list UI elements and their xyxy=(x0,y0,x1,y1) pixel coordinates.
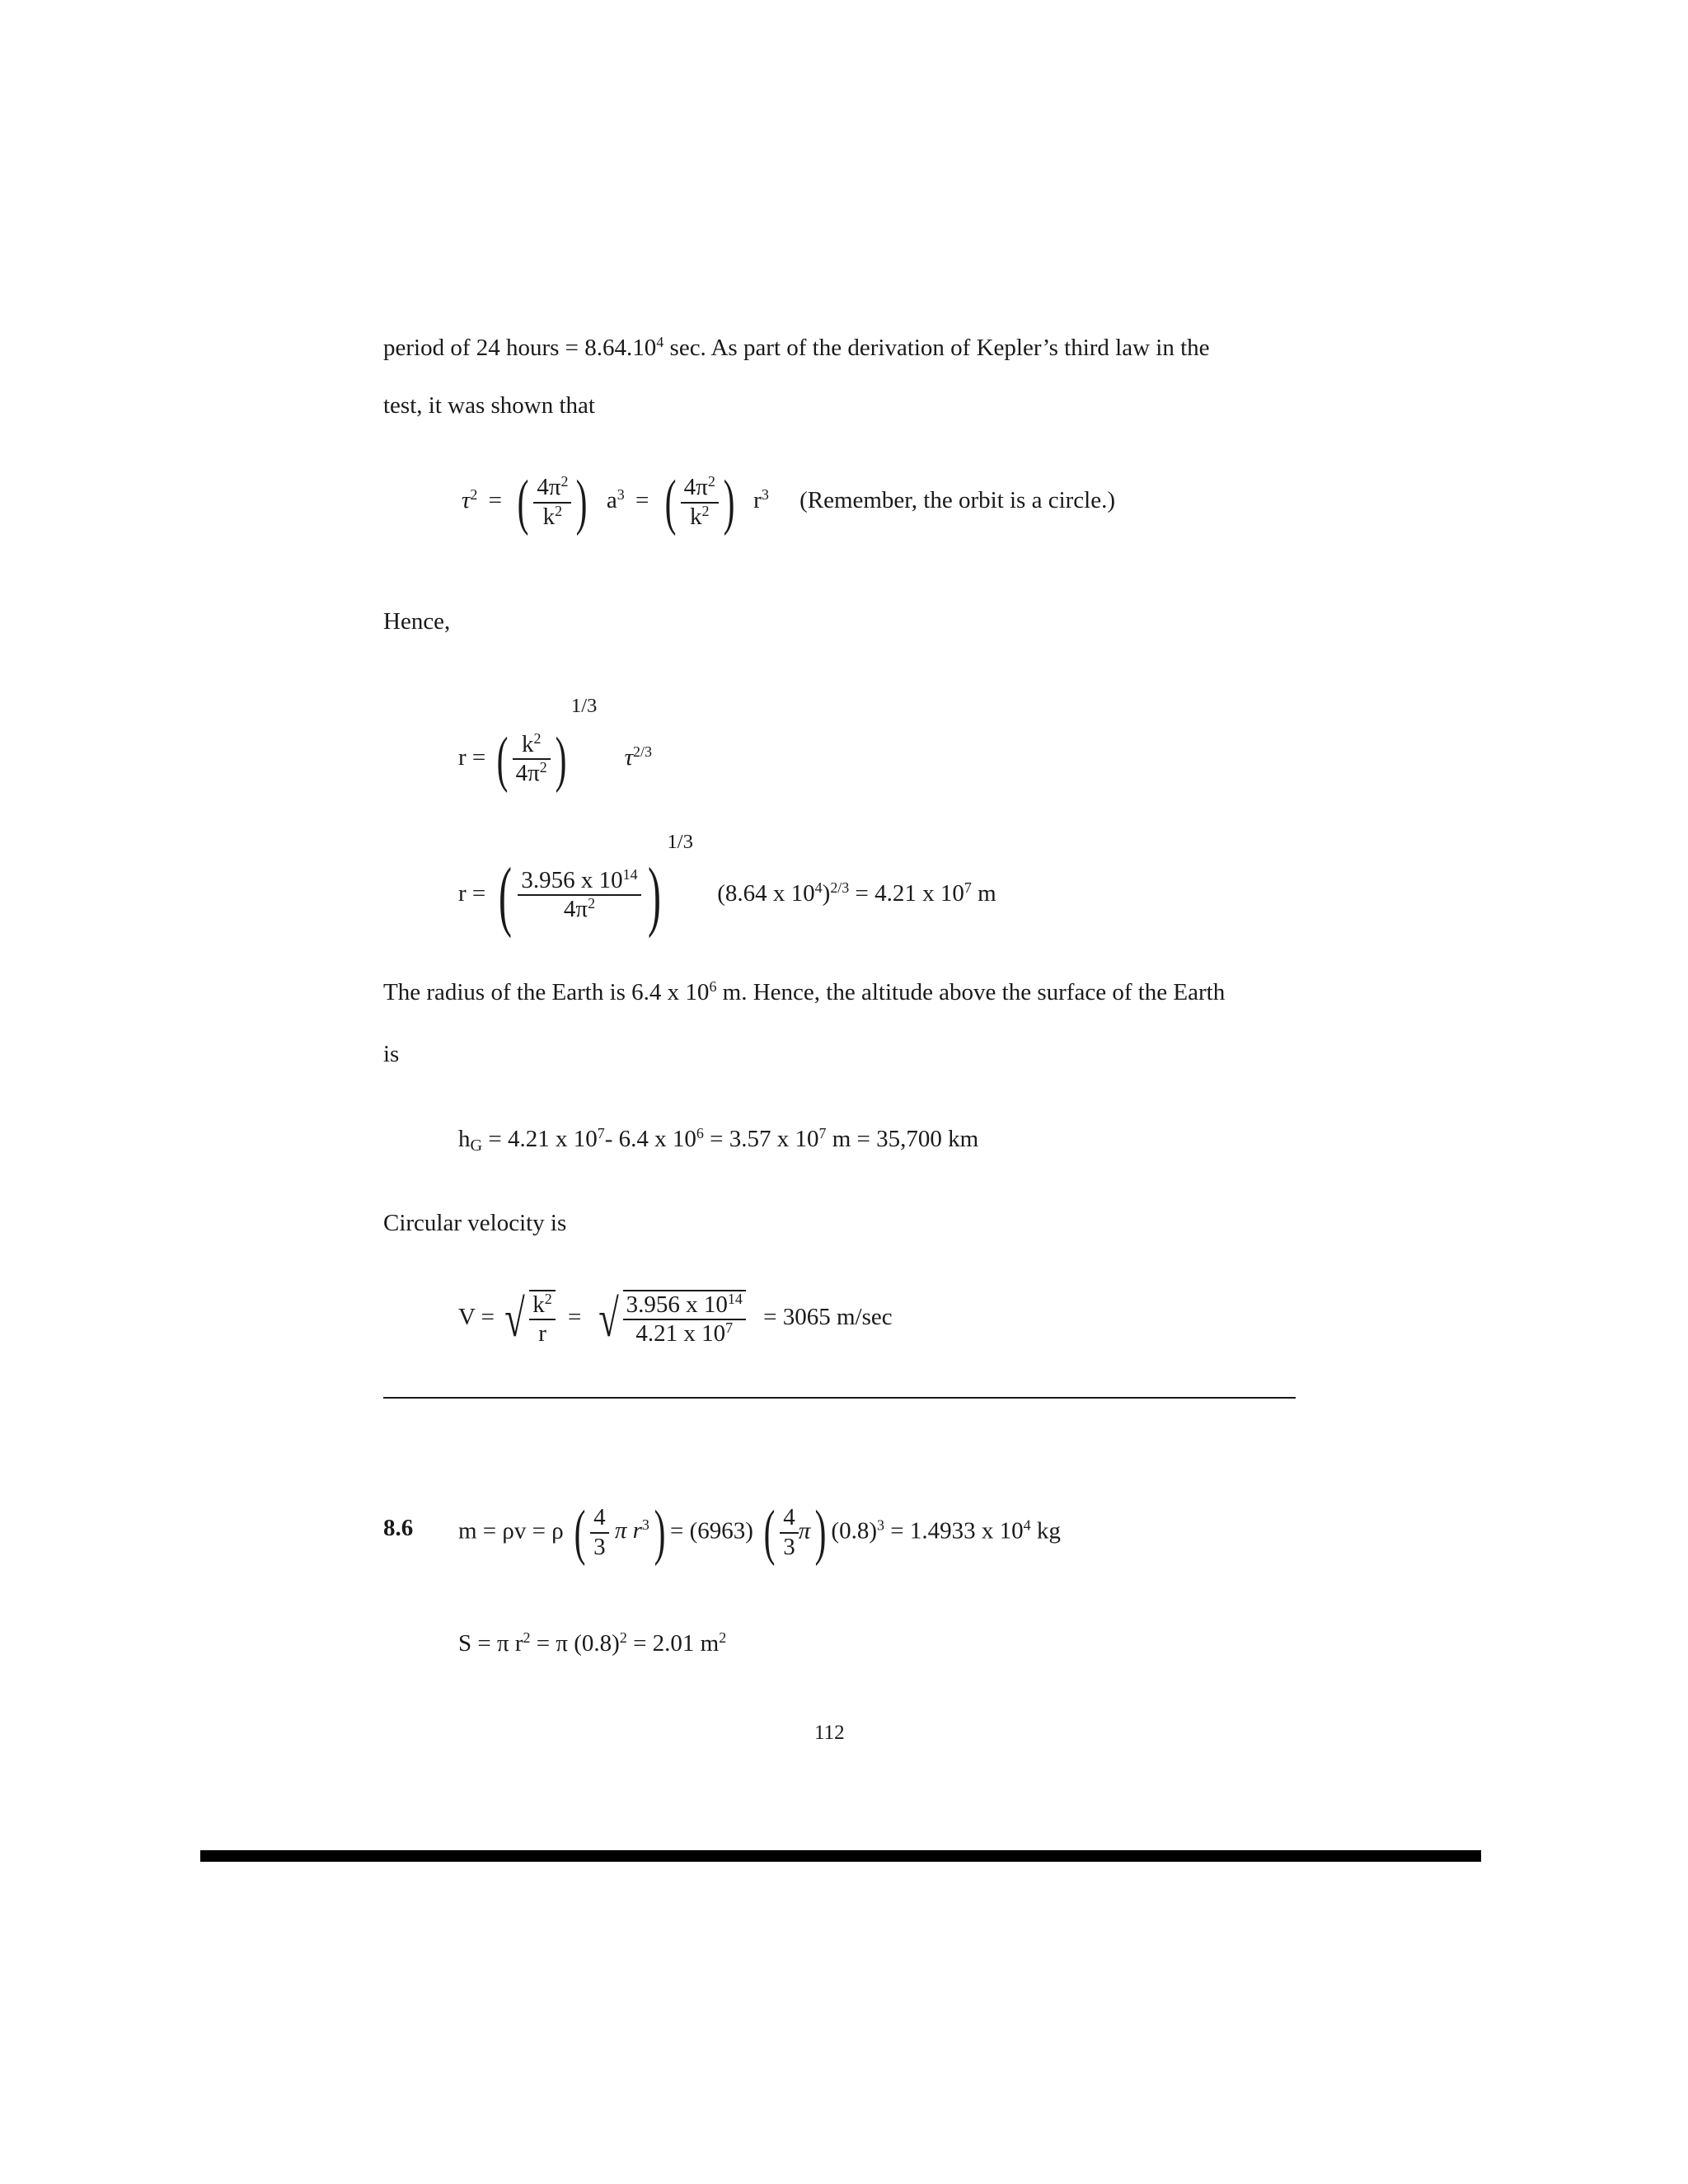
eq5-lhs: V = xyxy=(458,1304,495,1330)
text-circular-velocity: Circular velocity is xyxy=(383,1210,567,1236)
eq3-paren-open: ( xyxy=(498,851,512,939)
page-number: 112 xyxy=(814,1722,845,1744)
eq3-rest: (8.64 x $10^4)^{2/3} = 4.21$ x $10^7$ m xyxy=(717,879,996,907)
eq3-paren-close: ) xyxy=(647,851,661,939)
period-text-a: period of 24 hours = 8.64.10 xyxy=(383,335,657,361)
eq6-fraction-2: $\frac{4}{3}$ xyxy=(780,1504,799,1561)
eq1-paren-close-2: ) xyxy=(723,468,735,537)
eq2-outer-exp: 1/3 xyxy=(570,695,598,717)
eq1-fraction-2: $\frac{4\pi^2}{k^2}$ xyxy=(681,474,719,531)
period-exp: 4 xyxy=(656,334,664,351)
eq2-paren-close: ) xyxy=(555,724,567,794)
eq2-tau: $\tau^{2/3}$ xyxy=(624,743,652,771)
eq5-equals: = xyxy=(568,1304,582,1330)
equation-radius-formula xyxy=(458,695,652,794)
period-text-b: sec. As part of the derivation of Kepler’s third law in the xyxy=(663,335,1210,361)
text-line-period xyxy=(383,336,1210,360)
text-line-test: test, it was shown that xyxy=(383,392,595,419)
eq6-fraction-1: $\frac{4}{3}$ xyxy=(590,1504,609,1561)
section-divider xyxy=(383,1397,1296,1399)
eq6-paren-open-1: ( xyxy=(574,1498,586,1567)
equation-velocity xyxy=(458,1290,893,1348)
eq1-note: (Remember, the orbit is a circle.) xyxy=(799,487,1116,514)
eq5-sqrt-2: √ $\frac{3.956 x 10^{14}}{4.21 x 10^7}$ xyxy=(594,1290,746,1348)
eq2-paren-open: ( xyxy=(496,724,508,794)
eq6-paren-open-2: ( xyxy=(763,1498,776,1567)
equation-kepler xyxy=(462,468,1116,537)
problem-number: 8.6 xyxy=(383,1515,414,1541)
eq1-r3: $r^3$ xyxy=(753,486,769,514)
eq1-paren-close: ) xyxy=(576,468,588,537)
eq3-fraction: $\frac{3.956 x 10^{14}}{4\pi^2}$ xyxy=(518,867,640,924)
text-line-radius-earth: The radius of the Earth is 6.4 x $10^6$ m. Hence, the altitude above the surface of the Earth xyxy=(383,978,1226,1005)
page-bottom-bar xyxy=(200,1850,1481,1862)
text-hence: Hence, xyxy=(383,608,451,635)
text-line-is: is xyxy=(383,1041,400,1067)
eq1-equals: = xyxy=(488,487,502,514)
eq2-lhs: r = xyxy=(458,744,486,771)
eq1-lhs: $\tau^2$ xyxy=(462,486,478,514)
equation-radius-value xyxy=(458,831,996,939)
eq6-paren-close-2: ) xyxy=(814,1498,827,1567)
eq5-result: = 3065 m/sec xyxy=(763,1304,893,1330)
equation-mass: m = ρv = ρ ( $\frac{4}{3}$ π $r^3) = (6963)$ ( $\frac{4}{3}$ π) $(0.8)^3 = 1.4933$ x $10^4$ kg xyxy=(458,1498,1061,1567)
eq5-sqrt-1: √ $\frac{k^2}{r}$ xyxy=(500,1290,556,1348)
equation-altitude: $h_G = 4.21$ x $10^7-$ 6.4 x $10^6 = 3.57$ x $10^7$ m = 35,700 km xyxy=(458,1125,979,1155)
eq3-outer-exp: 1/3 xyxy=(667,831,693,853)
equation-surface: S = π $r^2 = \pi$ $(0.8)^2 = 2.01$ $m^2$ xyxy=(458,1629,727,1657)
eq1-a3: $a^3$ xyxy=(606,486,625,514)
eq1-paren-open: ( xyxy=(517,468,529,537)
eq6-paren-close-1: ) xyxy=(654,1498,666,1567)
eq1-paren-open-2: ( xyxy=(664,468,677,537)
eq1-equals-2: = xyxy=(635,487,649,514)
eq3-lhs: r = xyxy=(458,880,486,907)
eq2-fraction: $\frac{k^2}{4\pi^2}$ xyxy=(513,731,551,788)
eq1-fraction-1: $\frac{4\pi^2}{k^2}$ xyxy=(533,474,571,531)
